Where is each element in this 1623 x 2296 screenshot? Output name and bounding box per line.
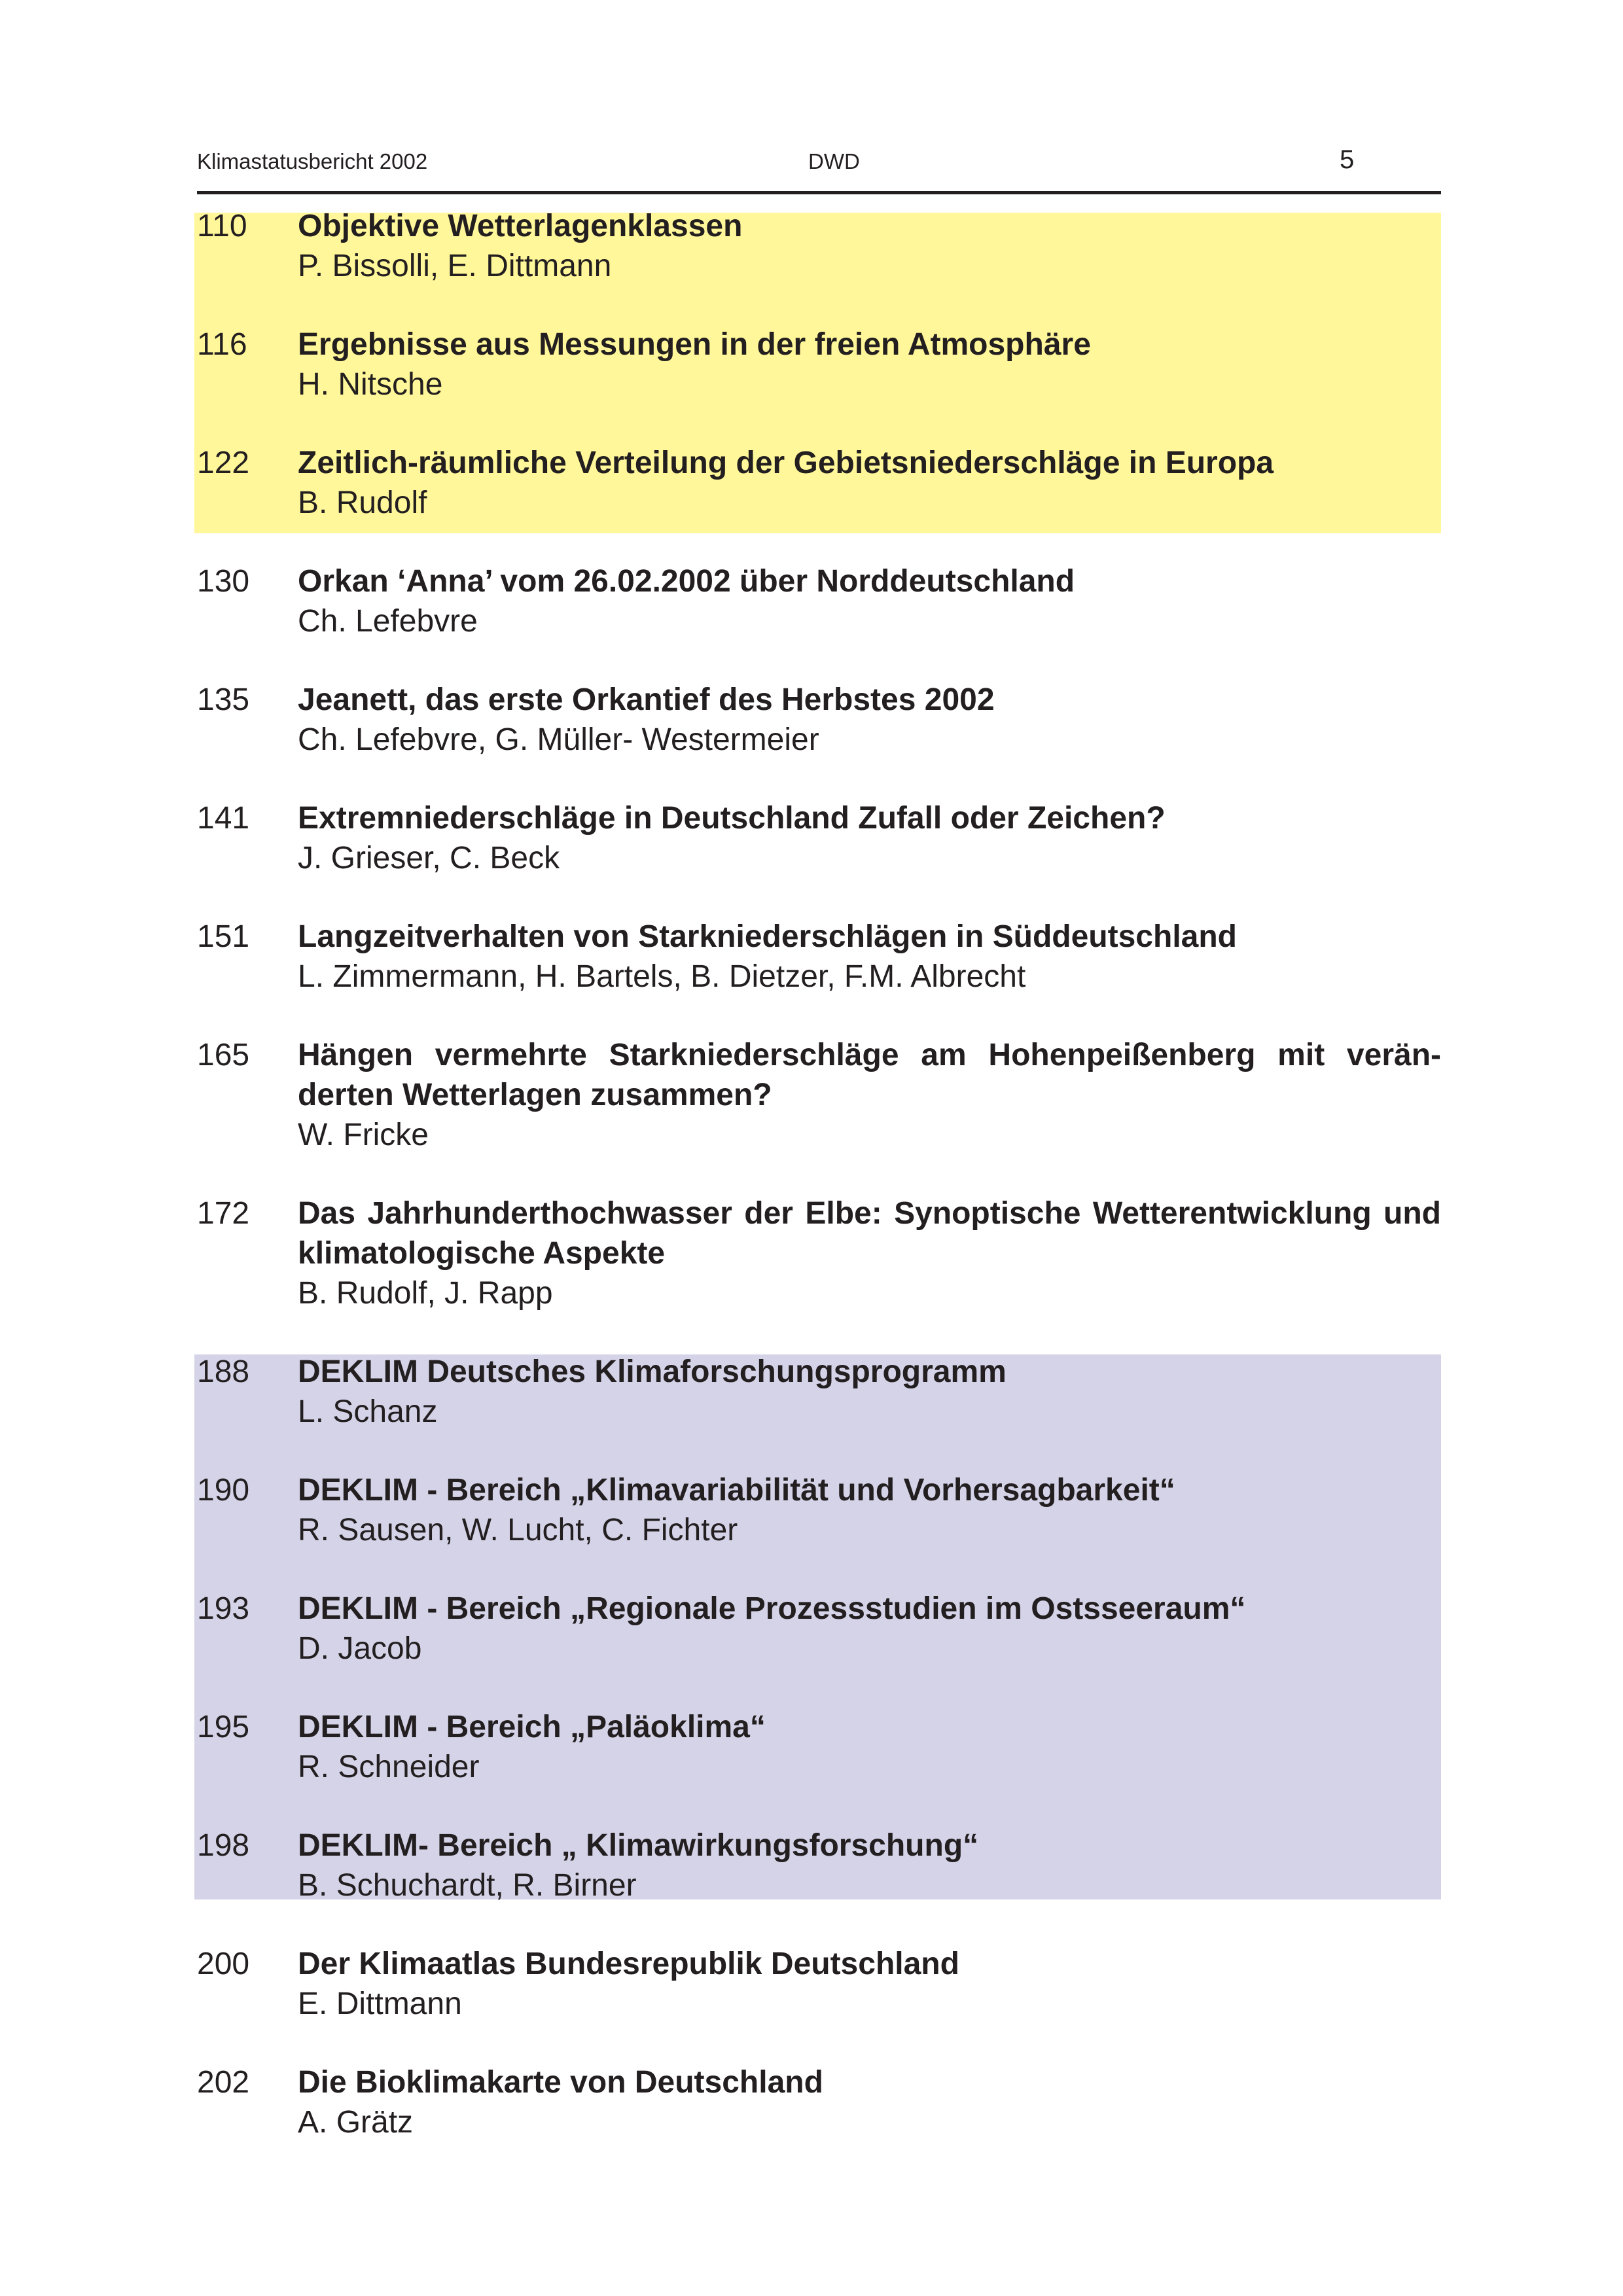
toc-authors: B. Rudolf bbox=[298, 486, 427, 520]
toc-page-number: 141 bbox=[197, 801, 250, 836]
toc-authors: L. Schanz bbox=[298, 1394, 438, 1429]
toc-page-number: 195 bbox=[197, 1710, 250, 1744]
toc-title: Das Jahrhunderthochwasser der Elbe: Synoptische Wetterentwicklung und klimatologische Aspekte bbox=[298, 1196, 1441, 1271]
toc-title: Der Klimaatlas Bundesrepublik Deutschland bbox=[298, 1947, 959, 1981]
toc-page-number: 130 bbox=[197, 564, 250, 599]
toc-authors: J. Grieser, C. Beck bbox=[298, 841, 560, 875]
toc-authors: P. Bissolli, E. Dittmann bbox=[298, 249, 612, 283]
toc-title: DEKLIM- Bereich „ Klimawirkungsforschung“ bbox=[298, 1828, 979, 1863]
toc-page-number: 190 bbox=[197, 1473, 250, 1508]
toc-authors: B. Schuchardt, R. Birner bbox=[298, 1868, 637, 1903]
toc-title: Orkan ‘Anna’ vom 26.02.2002 über Norddeutschland bbox=[298, 564, 1075, 599]
toc-authors: W. Fricke bbox=[298, 1118, 429, 1152]
toc-page-number: 193 bbox=[197, 1591, 250, 1626]
toc-authors: A. Grätz bbox=[298, 2105, 414, 2140]
toc-authors: R. Schneider bbox=[298, 1750, 480, 1784]
toc-page-number: 198 bbox=[197, 1828, 250, 1863]
toc-title: DEKLIM Deutsches Klimaforschungsprogramm bbox=[298, 1354, 1007, 1389]
toc-title: DEKLIM - Bereich „Paläoklima“ bbox=[298, 1710, 766, 1744]
toc-page-number: 202 bbox=[197, 2065, 250, 2100]
toc-title: Objektive Wetterlagenklassen bbox=[298, 209, 743, 243]
toc-title: DEKLIM - Bereich „Klimavariabilität und Vorhersagbarkeit“ bbox=[298, 1473, 1175, 1508]
toc-title: DEKLIM - Bereich „Regionale Prozessstudien im Ostsseeraum“ bbox=[298, 1591, 1246, 1626]
header-publication-title: Klimastatusbericht 2002 bbox=[197, 149, 428, 173]
toc-page-number: 165 bbox=[197, 1038, 250, 1072]
toc-title: Hängen vermehrte Starkniederschläge am Hohenpeißenberg mit verän-derten Wetterlagen zusammen? bbox=[298, 1038, 1441, 1112]
toc-authors: Ch. Lefebvre, G. Müller- Westermeier bbox=[298, 722, 819, 757]
toc-page-number: 135 bbox=[197, 682, 250, 717]
header-rule bbox=[197, 191, 1441, 194]
toc-title: Jeanett, das erste Orkantief des Herbstes 2002 bbox=[298, 682, 995, 717]
toc-page-number: 188 bbox=[197, 1354, 250, 1389]
toc-authors: L. Zimmermann, H. Bartels, B. Dietzer, F.M. Albrecht bbox=[298, 959, 1026, 994]
toc-title: Langzeitverhalten von Starkniederschlägen in Süddeutschland bbox=[298, 919, 1237, 954]
toc-authors: D. Jacob bbox=[298, 1631, 422, 1666]
toc-authors: E. Dittmann bbox=[298, 1987, 462, 2021]
toc-page-number: 172 bbox=[197, 1196, 250, 1231]
toc-page-number: 151 bbox=[197, 919, 250, 954]
toc-page-number: 116 bbox=[197, 327, 247, 362]
toc-authors: R. Sausen, W. Lucht, C. Fichter bbox=[298, 1513, 738, 1547]
toc-title: Ergebnisse aus Messungen in der freien Atmosphäre bbox=[298, 327, 1091, 362]
toc-title: Die Bioklimakarte von Deutschland bbox=[298, 2065, 823, 2100]
running-header bbox=[197, 145, 1441, 185]
toc-title: Zeitlich-räumliche Verteilung der Gebietsniederschläge in Europa bbox=[298, 446, 1274, 480]
header-organization: DWD bbox=[808, 149, 860, 173]
toc-authors: H. Nitsche bbox=[298, 367, 443, 402]
toc-page-number: 200 bbox=[197, 1947, 250, 1981]
toc-title: Extremniederschläge in Deutschland Zufall oder Zeichen? bbox=[298, 801, 1166, 836]
toc-authors: B. Rudolf, J. Rapp bbox=[298, 1276, 553, 1311]
toc-authors: Ch. Lefebvre bbox=[298, 604, 478, 639]
toc-page-number: 110 bbox=[197, 209, 247, 243]
toc-page-number: 122 bbox=[197, 446, 250, 480]
header-page-number: 5 bbox=[1340, 145, 1355, 174]
